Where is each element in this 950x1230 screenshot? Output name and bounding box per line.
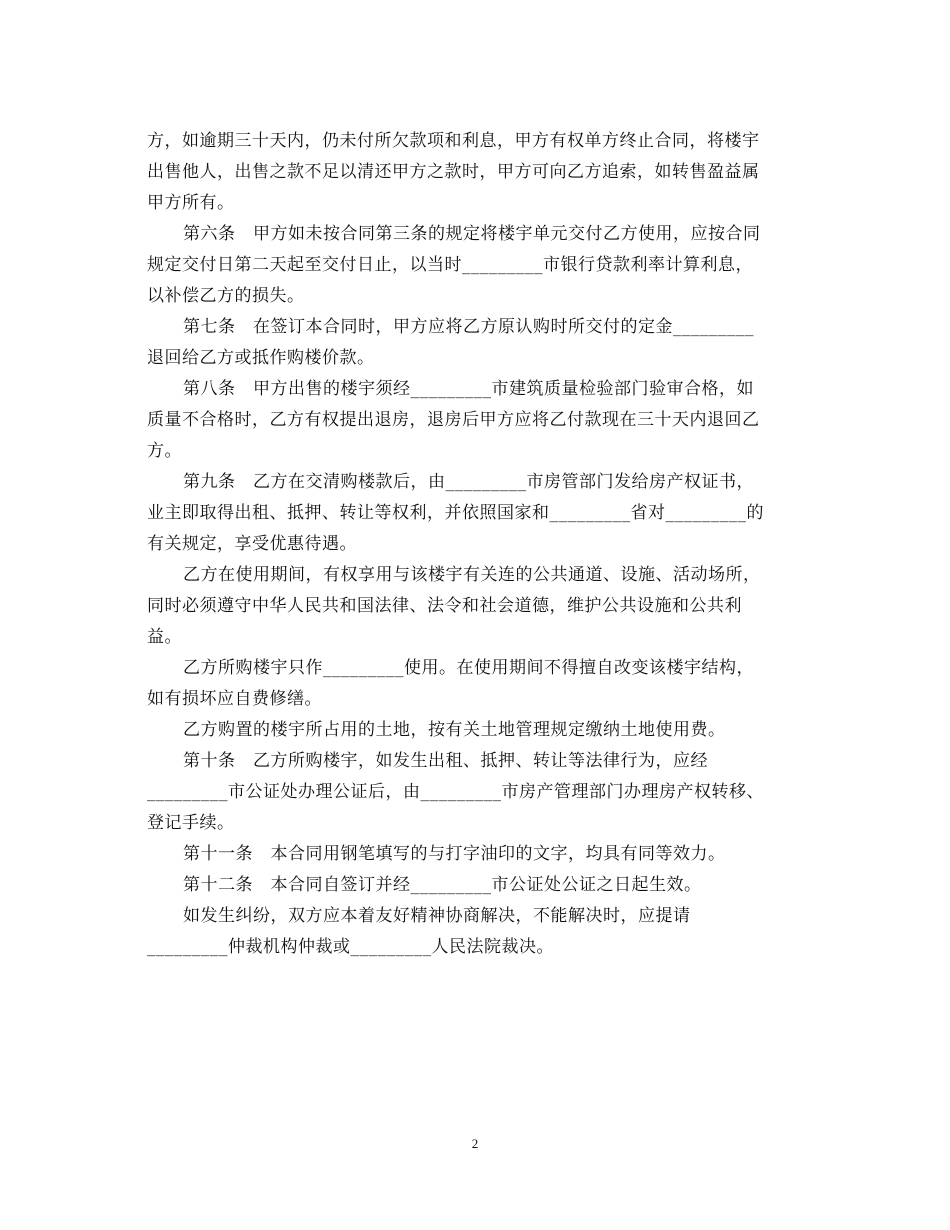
text-line: 以补偿乙方的损失。 (147, 286, 305, 306)
text-line: 甲方所有。 (147, 193, 235, 213)
text-line: 益。 (147, 627, 182, 647)
text-line: 第十二条 本合同自签订并经_________市公证处公证之日起生效。 (183, 875, 702, 895)
text-line: 第十一条 本合同用钢笔填写的与打字油印的文字，均具有同等效力。 (183, 844, 726, 864)
text-line: 第八条 甲方出售的楼宇须经_________市建筑质量检验部门验审合格，如 (183, 379, 754, 399)
text-line: 出售他人，出售之款不足以清还甲方之款时，甲方可向乙方追索，如转售盈益属 (147, 162, 760, 182)
text-line: 第七条 在签订本合同时，甲方应将乙方原认购时所交付的定金_________ (183, 317, 754, 337)
text-line: 登记手续。 (147, 813, 235, 833)
text-line: 同时必须遵守中华人民共和国法律、法令和社会道德，维护公共设施和公共利 (147, 596, 742, 616)
text-line: 第九条 乙方在交清购楼款后，由_________市房管部门发给房产权证书， (183, 472, 754, 492)
text-line: 有关规定，享受优惠待遇。 (147, 534, 357, 554)
text-line: 如有损坏应自费修缮。 (147, 689, 322, 709)
page-number: 2 (471, 1136, 479, 1151)
document-body (147, 126, 803, 963)
text-line: 规定交付日第二天起至交付日止，以当时_________市银行贷款利率计算利息， (147, 255, 753, 275)
text-line: 第十条 乙方所购楼宇，如发生出租、抵押、转让等法律行为，应经 (183, 751, 708, 771)
text-line: _________市公证处办理公证后，由_________市房产管理部门办理房产权转移、 (147, 782, 764, 802)
text-line: 乙方在使用期间，有权享用与该楼宇有关连的公共通道、设施、活动场所， (183, 565, 761, 585)
text-line: 第六条 甲方如未按合同第三条的规定将楼宇单元交付乙方使用，应按合同 (183, 224, 761, 244)
text-line: 质量不合格时，乙方有权提出退房，退房后甲方应将乙付款现在三十天内退回乙 (147, 410, 760, 430)
text-line: 乙方所购楼宇只作_________使用。在使用期间不得擅自改变该楼宇结构， (183, 658, 754, 678)
text-line: _________仲裁机构仲裁或_________人民法院裁决。 (147, 937, 554, 957)
text-line: 乙方购置的楼宇所占用的土地，按有关土地管理规定缴纳土地使用费。 (183, 720, 726, 740)
text-line: 方，如逾期三十天内，仍未付所欠款项和利息，甲方有权单方终止合同，将楼宇 (147, 131, 760, 151)
text-line: 退回给乙方或抵作购楼价款。 (147, 348, 375, 368)
text-line: 如发生纠纷，双方应本着友好精神协商解决，不能解决时，应提请 (183, 906, 691, 926)
text-line: 方。 (147, 441, 182, 461)
text-line: 业主即取得出租、抵押、转让等权利，并依照国家和_________省对_________的 (147, 503, 764, 523)
